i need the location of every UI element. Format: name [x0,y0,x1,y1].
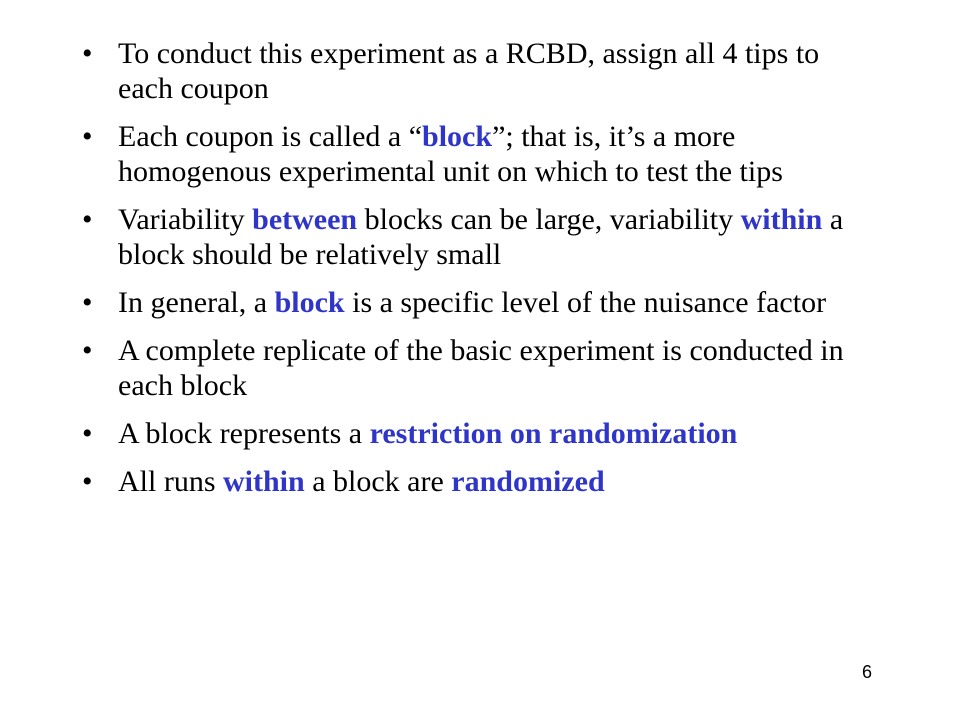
bullet-text: All runs within a block are randomized [118,465,605,498]
bullet-randomized-runs [80,464,880,499]
highlight-term: block [274,286,345,319]
bullet-text: In general, a block is a specific level of the nuisance factor [118,286,827,319]
bullet-restriction [80,416,880,451]
bullet-list [80,36,880,512]
bullet-text: To conduct this experiment as a RCBD, assign all 4 tips to each coupon [118,37,820,105]
bullet-text: A complete replicate of the basic experiment is conducted in each block [118,334,844,402]
bullet-dot-icon: • [82,465,93,498]
page-number: 6 [861,662,872,682]
bullet-variability [80,202,880,272]
highlight-term: between [252,203,358,236]
bullet-text: A block represents a restriction on randomization [118,417,738,450]
bullet-dot-icon: • [82,286,93,319]
bullet-dot-icon: • [82,417,93,450]
bullet-complete-replicate [80,333,880,403]
bullet-rcbd-assign [80,36,880,106]
highlight-term: randomized [451,465,605,498]
highlight-term: within [740,203,823,236]
bullet-dot-icon: • [82,334,93,367]
bullet-text: Variability between blocks can be large, variability within a block should be relatively small [118,203,844,271]
highlight-term: within [223,465,305,498]
highlight-term: restriction on randomization [369,417,738,450]
bullet-dot-icon: • [82,37,93,70]
bullet-dot-icon: • [82,203,93,236]
bullet-dot-icon: • [82,120,93,153]
bullet-text: Each coupon is called a “block”; that is, it’s a more homogenous experimental unit on which to test the tips [118,120,783,188]
bullet-general-block [80,285,880,320]
highlight-term: block [422,120,493,153]
bullet-block-definition [80,119,880,189]
